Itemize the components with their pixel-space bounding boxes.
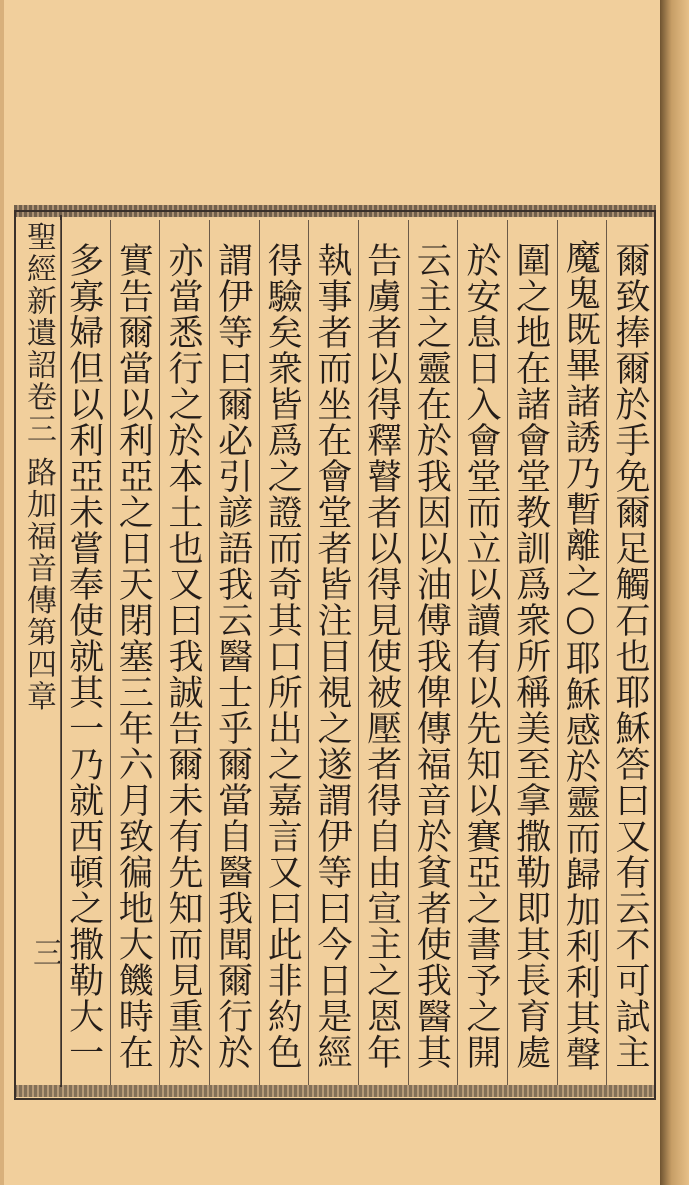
bottom-border-rule <box>14 1085 656 1097</box>
chapter-title: 路加福音傳第四章 <box>21 456 56 713</box>
margin-strip <box>16 215 62 1087</box>
text-column: 云主之靈在於我因以油傅我俾傳福音於貧者使我醫其 <box>408 220 458 1085</box>
text-column: 亦當悉行之於本土也又曰我誠告爾未有先知而見重於 <box>159 220 209 1085</box>
text-column: 於安息日入會堂而立以讀有以先知以賽亞之書予之開 <box>457 220 507 1085</box>
text-column: 謂伊等曰爾必引諺語我云醫士乎爾當自醫我聞爾行於 <box>209 220 259 1085</box>
running-title <box>20 221 56 713</box>
text-body <box>60 220 656 1085</box>
text-column: 圍之地在諸會堂教訓爲衆所稱美至拿撒勒即其長育處 <box>507 220 557 1085</box>
page-number: 三 <box>27 937 62 967</box>
text-column: 魔鬼既畢諸誘乃暫離之○耶穌感於靈而歸加利利其聲 <box>557 220 607 1085</box>
text-column: 實告爾當以利亞之日天閉塞三年六月致徧地大饑時在 <box>110 220 160 1085</box>
text-column: 多寡婦但以利亞未嘗奉使就其一乃就西頓之撒勒大一 <box>60 220 110 1085</box>
book-title: 聖經新遺詔卷三 <box>21 221 56 445</box>
text-column: 爾致捧爾於手免爾足觸石也耶穌答曰又有云不可試主 <box>606 220 656 1085</box>
text-column: 得驗矣衆皆爲之證而奇其口所出之嘉言又曰此非約色 <box>259 220 309 1085</box>
next-page-edge <box>660 0 689 1185</box>
text-column: 執事者而坐在會堂者皆注目視之遂謂伊等曰今日是經 <box>308 220 358 1085</box>
text-column: 告虜者以得釋瞽者以得見使被壓者得自由宣主之恩年 <box>358 220 408 1085</box>
